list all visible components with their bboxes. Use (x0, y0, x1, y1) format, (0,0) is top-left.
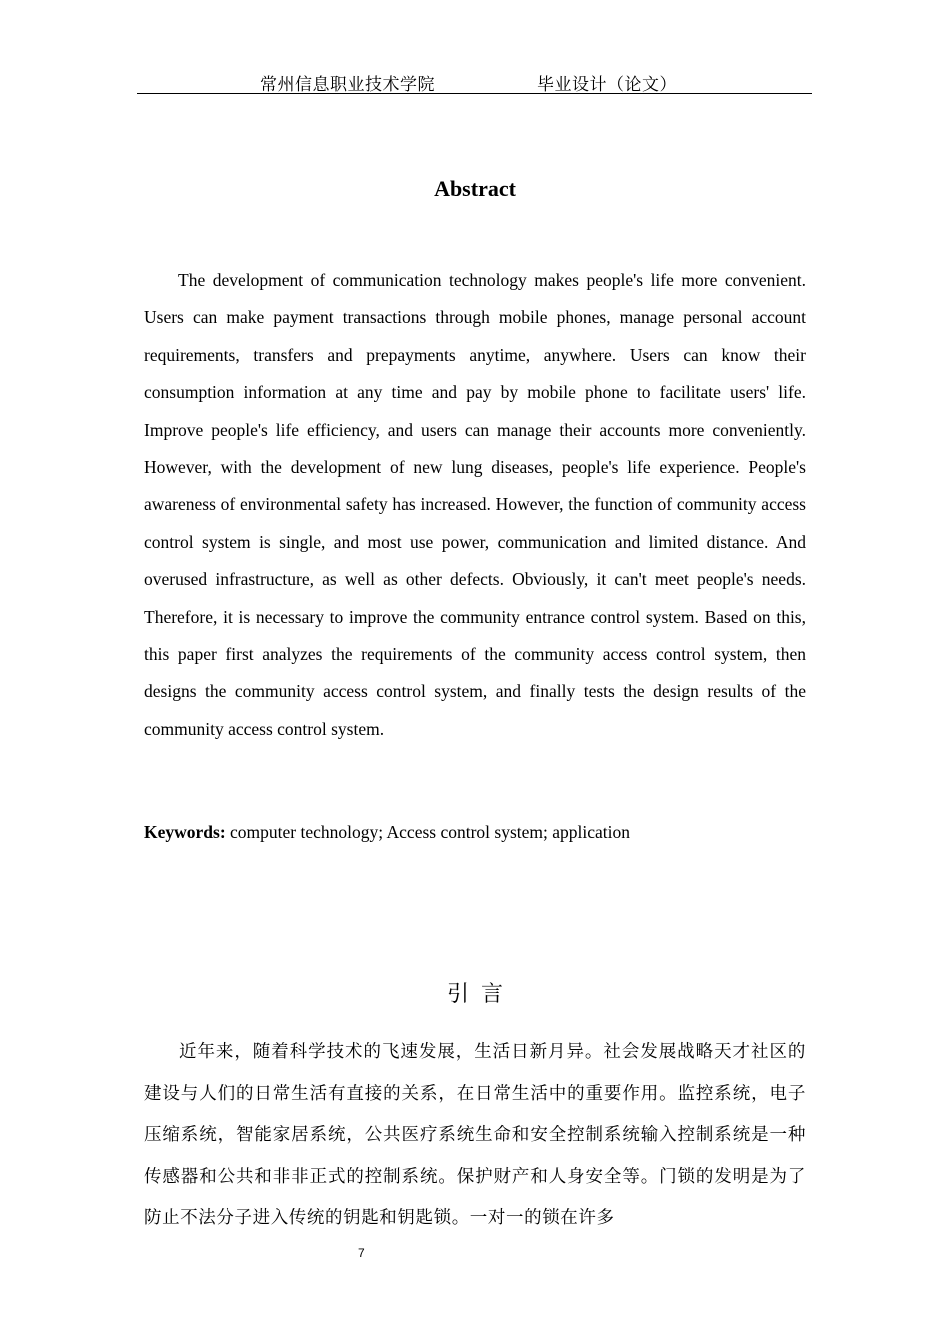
page-number: 7 (358, 1246, 365, 1260)
keywords-label: Keywords: (144, 822, 226, 842)
introduction-heading: 引言 (446, 982, 515, 1007)
abstract-paragraph: The development of communication technology makes people's life more convenient. Users can make payment transactions through mobile phones, manage personal account requirements, transfers and prepayments anytime, anywhere. Users can know their consumption information at any time and pay by mobile phone to facilitate users' life. Improve people's life efficiency, and users can manage their accounts more conveniently. However, with the development of new lung diseases, people's life experience. People's awareness of environmental safety has increased. However, the function of community access control system is single, and most use power, communication and limited distance. And overused infrastructure, as well as other defects. Obviously, it can't meet people's needs. Therefore, it is necessary to improve the community entrance control system. Based on this, this paper first analyzes the requirements of the community access control system, then designs the community access control system, and finally tests the design results of the community access control system. (144, 270, 806, 739)
introduction-paragraph: 近年来，随着科学技术的飞速发展，生活日新月异。社会发展战略天才社区的建设与人们的日常生活有直接的关系，在日常生活中的重要作用。监控系统，电子压缩系统，智能家居系统，公共医疗系统生命和安全控制系统输入控制系统是一种传感器和公共和非非正式的控制系统。保护财产和人身安全等。门锁的发明是为了防止不法分子进入传统的钥匙和钥匙锁。一对一的锁在许多 (144, 1042, 806, 1228)
keywords-line (144, 822, 806, 843)
keywords-text: computer technology; Access control system; application (225, 822, 631, 842)
page-header (137, 68, 812, 94)
abstract-heading: Abstract (434, 176, 516, 201)
header-document-type: 毕业设计（论文） (537, 75, 677, 95)
header-institution: 常州信息职业技术学院 (260, 75, 435, 95)
